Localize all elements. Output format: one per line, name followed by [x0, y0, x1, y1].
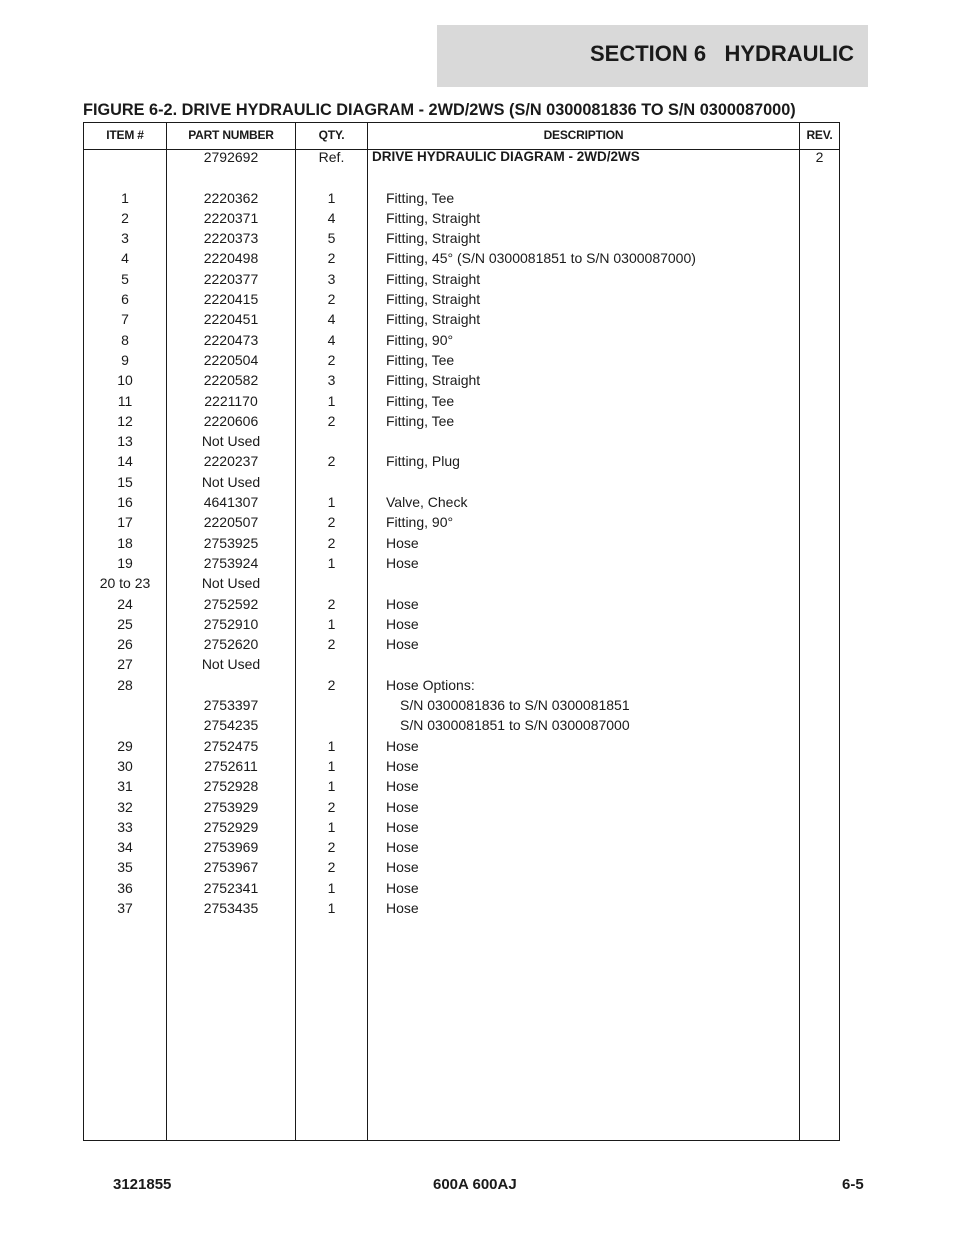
description-cell: Hose — [386, 778, 419, 795]
item-number-cell: 19 — [117, 554, 133, 571]
quantity-cell: 1 — [327, 818, 336, 835]
description-cell: Fitting, Straight — [386, 270, 481, 287]
description-cell: Fitting, Straight — [386, 372, 481, 389]
part-number-cell: Not Used — [201, 575, 261, 592]
description-cell: Fitting, Straight — [386, 291, 481, 308]
description-cell: Hose — [386, 757, 419, 774]
table-row — [84, 411, 839, 431]
table-row — [84, 370, 839, 390]
description-cell: Fitting, 90° — [386, 514, 454, 531]
quantity-cell: 1 — [327, 879, 336, 896]
part-number-cell: 2752929 — [203, 818, 259, 835]
table-row — [84, 512, 839, 532]
table-row — [84, 289, 839, 309]
item-number-cell: 28 — [117, 676, 133, 693]
item-number-cell: 27 — [117, 656, 133, 673]
description-cell: Fitting, Straight — [386, 209, 481, 226]
quantity-cell: 2 — [327, 250, 336, 267]
table-row — [84, 431, 839, 451]
part-number-cell: 2752928 — [203, 778, 259, 795]
quantity-cell: 2 — [327, 514, 336, 531]
quantity-cell: 2 — [327, 351, 336, 368]
table-row — [84, 188, 839, 208]
quantity-cell: 2 — [327, 412, 336, 429]
item-number-cell: 5 — [121, 270, 129, 287]
table-row — [84, 776, 839, 796]
part-number-cell: 2753435 — [203, 899, 259, 916]
table-row — [84, 208, 839, 228]
quantity-cell: 2 — [327, 595, 336, 612]
part-number-cell: 2752341 — [203, 879, 259, 896]
part-number-cell: 2753967 — [203, 859, 259, 876]
footer-doc-number: 3121855 — [113, 1176, 172, 1193]
description-cell: Fitting, Tee — [386, 351, 455, 368]
quantity-cell: 4 — [327, 311, 336, 328]
table-row — [84, 715, 839, 735]
table-row — [84, 472, 839, 492]
quantity-cell: 1 — [327, 778, 336, 795]
part-number-cell: 2752592 — [203, 595, 259, 612]
table-row — [84, 614, 839, 634]
part-number-cell: 2752611 — [204, 757, 258, 774]
column-header-description: DESCRIPTION — [543, 128, 624, 142]
item-number-cell: 13 — [117, 433, 133, 450]
item-number-cell: 25 — [117, 615, 133, 632]
parts-table — [83, 122, 840, 1141]
footer-model: 600A 600AJ — [433, 1176, 517, 1193]
description-cell: Fitting, Straight — [386, 311, 481, 328]
description-cell: Hose — [386, 899, 419, 916]
table-row — [84, 634, 839, 654]
quantity-cell: 3 — [327, 372, 336, 389]
part-number-cell: 4641307 — [203, 494, 259, 511]
quantity-cell: 2 — [327, 534, 336, 551]
part-number-cell: 2752620 — [203, 636, 259, 653]
description-cell: Fitting, Tee — [386, 392, 455, 409]
part-number-cell: 2220473 — [203, 331, 259, 348]
section-title: SECTION 6 HYDRAULIC — [589, 41, 854, 66]
table-row — [84, 248, 839, 268]
part-number-cell: 2220373 — [203, 230, 259, 247]
description-cell: Fitting, Plug — [386, 453, 460, 470]
quantity-cell: 3 — [327, 270, 336, 287]
table-row — [84, 330, 839, 350]
table-row — [84, 654, 839, 674]
quantity-cell: 1 — [327, 899, 336, 916]
description-cell: Fitting, Tee — [386, 189, 455, 206]
item-number-cell: 26 — [117, 636, 133, 653]
quantity-cell: 2 — [327, 859, 336, 876]
description-cell: Hose — [386, 818, 419, 835]
part-number-cell: 2753924 — [203, 554, 259, 571]
table-row — [84, 695, 839, 715]
footer-page-number: 6-5 — [842, 1176, 864, 1193]
table-row — [84, 350, 839, 370]
item-number-cell: 33 — [117, 818, 133, 835]
description-cell: Hose — [386, 534, 419, 551]
item-number-cell: 4 — [121, 250, 129, 267]
column-header-rev: REV. — [806, 128, 833, 142]
part-number-cell: 2220507 — [203, 514, 259, 531]
table-row — [84, 898, 839, 918]
item-number-cell: 20 to 23 — [99, 575, 151, 592]
part-number-cell: 2220606 — [203, 412, 259, 429]
part-number-cell: Not Used — [201, 656, 261, 673]
part-number-cell: 2220451 — [203, 311, 259, 328]
item-number-cell: 8 — [121, 331, 129, 348]
item-number-cell: 37 — [117, 899, 133, 916]
part-number-cell: 2752910 — [203, 615, 259, 632]
item-number-cell: 1 — [121, 189, 129, 206]
part-number-cell: 2754235 — [203, 717, 259, 734]
quantity-cell: 1 — [327, 392, 336, 409]
part-number-cell: 2753929 — [203, 798, 259, 815]
column-header-item: ITEM # — [106, 128, 144, 142]
table-row — [84, 167, 839, 187]
item-number-cell: 6 — [121, 291, 129, 308]
description-cell: Hose — [386, 595, 419, 612]
table-row — [84, 857, 839, 877]
table-row — [84, 756, 839, 776]
table-row — [84, 878, 839, 898]
table-row — [84, 675, 839, 695]
part-number-cell: 2792692 — [203, 149, 259, 165]
part-number-cell: 2220415 — [203, 291, 259, 308]
table-row — [84, 533, 839, 553]
description-cell: Hose — [386, 615, 419, 632]
description-cell: Fitting, 90° — [386, 331, 454, 348]
description-cell: Hose — [386, 554, 419, 571]
quantity-cell: 1 — [327, 757, 336, 774]
item-number-cell: 35 — [117, 859, 133, 876]
part-number-cell: 2220371 — [203, 209, 259, 226]
quantity-cell: 2 — [327, 839, 336, 856]
description-cell: Hose — [386, 859, 419, 876]
table-row — [84, 228, 839, 248]
section-header-box — [437, 25, 868, 87]
description-cell: Fitting, Tee — [386, 412, 455, 429]
item-number-cell: 30 — [117, 757, 133, 774]
table-row — [84, 817, 839, 837]
quantity-cell: 1 — [327, 615, 336, 632]
table-row — [84, 736, 839, 756]
quantity-cell: 1 — [327, 554, 336, 571]
item-number-cell: 11 — [117, 392, 133, 409]
quantity-cell: 4 — [327, 331, 336, 348]
table-body — [84, 147, 839, 918]
item-number-cell: 15 — [117, 473, 133, 490]
column-header-qty: QTY. — [318, 128, 345, 142]
description-cell: Fitting, Straight — [386, 230, 481, 247]
quantity-cell: 2 — [327, 676, 336, 693]
item-number-cell: 14 — [117, 453, 133, 470]
item-number-cell: 3 — [121, 230, 129, 247]
part-number-cell: 2220377 — [203, 270, 259, 287]
item-number-cell: 10 — [117, 372, 133, 389]
item-number-cell: 16 — [117, 494, 133, 511]
part-number-cell: 2220582 — [203, 372, 259, 389]
quantity-cell: 2 — [327, 636, 336, 653]
table-row — [84, 492, 839, 512]
figure-title: FIGURE 6-2. DRIVE HYDRAULIC DIAGRAM - 2WD/2WS (S/N 0300081836 TO S/N 0300087000) — [83, 101, 796, 119]
table-row — [84, 797, 839, 817]
description-cell: Hose Options: — [386, 676, 475, 693]
table-row — [84, 594, 839, 614]
part-number-cell: 2220498 — [203, 250, 259, 267]
table-row — [84, 573, 839, 593]
item-number-cell: 12 — [117, 412, 133, 429]
table-row — [84, 269, 839, 289]
table-row — [84, 837, 839, 857]
quantity-cell: 1 — [327, 494, 336, 511]
part-number-cell: Not Used — [201, 473, 261, 490]
quantity-cell: 1 — [327, 189, 336, 206]
item-number-cell: 7 — [121, 311, 129, 328]
item-number-cell: 31 — [117, 778, 133, 795]
description-cell: DRIVE HYDRAULIC DIAGRAM - 2WD/2WS — [372, 149, 640, 164]
item-number-cell: 9 — [121, 351, 129, 368]
part-number-cell: 2220362 — [203, 189, 259, 206]
quantity-cell: 4 — [327, 209, 336, 226]
item-number-cell: 36 — [117, 879, 133, 896]
table-row — [84, 147, 839, 167]
quantity-cell: 2 — [327, 798, 336, 815]
quantity-cell: Ref. — [318, 149, 345, 165]
item-number-cell: 17 — [117, 514, 133, 531]
item-number-cell: 32 — [117, 798, 133, 815]
part-number-cell: 2220237 — [203, 453, 259, 470]
table-row — [84, 391, 839, 411]
description-cell: Hose — [386, 879, 419, 896]
description-cell: Hose — [386, 737, 419, 754]
table-row — [84, 451, 839, 471]
quantity-cell: 2 — [327, 453, 336, 470]
part-number-cell: 2753397 — [203, 697, 259, 714]
description-cell: S/N 0300081851 to S/N 0300087000 — [400, 717, 630, 734]
item-number-cell: 2 — [121, 209, 129, 226]
description-cell: Hose — [386, 636, 419, 653]
item-number-cell: 18 — [117, 534, 133, 551]
part-number-cell: 2220504 — [203, 351, 259, 368]
description-cell: Fitting, 45° (S/N 0300081851 to S/N 0300087000) — [386, 250, 696, 267]
description-cell: Hose — [386, 798, 419, 815]
description-cell: Hose — [386, 839, 419, 856]
item-number-cell: 29 — [117, 737, 133, 754]
quantity-cell: 2 — [327, 291, 336, 308]
description-cell: S/N 0300081836 to S/N 0300081851 — [400, 697, 630, 714]
table-row — [84, 309, 839, 329]
part-number-cell: 2753925 — [203, 534, 259, 551]
part-number-cell: 2752475 — [203, 737, 259, 754]
part-number-cell: Not Used — [201, 433, 261, 450]
table-row — [84, 553, 839, 573]
quantity-cell: 5 — [327, 230, 336, 247]
revision-cell: 2 — [815, 149, 824, 165]
part-number-cell: 2221170 — [204, 392, 258, 409]
column-header-part-number: PART NUMBER — [188, 128, 274, 142]
description-cell: Valve, Check — [386, 494, 468, 511]
part-number-cell: 2753969 — [203, 839, 259, 856]
quantity-cell: 1 — [327, 737, 336, 754]
item-number-cell: 24 — [117, 595, 133, 612]
item-number-cell: 34 — [117, 839, 133, 856]
